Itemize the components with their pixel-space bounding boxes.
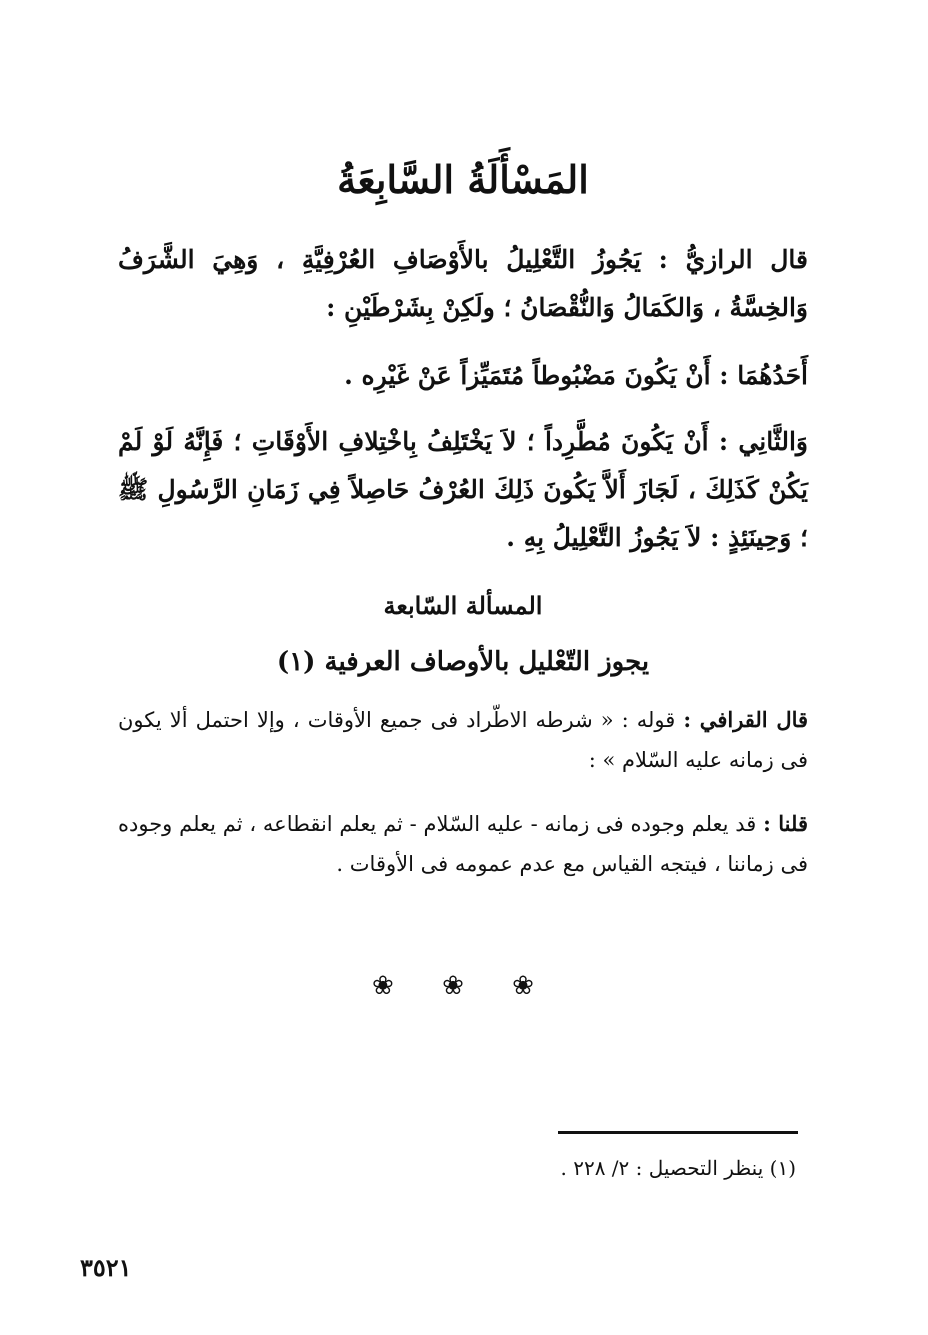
page-number: ٣٥٢١: [80, 1253, 132, 1282]
second-condition-paragraph: وَالثَّانِي : أَنْ يَكُونَ مُطَّرِداً ؛ لاَ يَخْتَلِفُ بِاخْتِلافِ الأَوْقَاتِ ؛ فَإِنَّهُ لَوْ لَمْ يَكُنْ كَذَلِكَ ، لَجَازَ أَلاَّ يَكُونَ ذَلِكَ العُرْفُ حَاصِلاً فِي زَمَانِ الرَّسُولِ ﷺ ؛ وَحِينَئِذٍ : لاَ يَجُوزُ التَّعْلِيلُ بِهِ .: [118, 427, 809, 552]
reply-text: قد يعلم وجوده فى زمانه - عليه السّلام - ثم يعلم انقطاعه ، ثم يعلم وجوده فى زماننا ، فيتجه القياس مع عدم عمومه فى الأوقات .: [118, 812, 808, 876]
footnote-divider: [558, 1131, 798, 1134]
reply-paragraph: [118, 804, 808, 884]
reply-lead: قلنا :: [763, 811, 808, 836]
first-condition-paragraph: أَحَدُهُمَا : أَنْ يَكُونَ مَضْبُوطاً مُتَمَيِّزاً عَنْ غَيْرِه .: [344, 361, 808, 390]
qarafi-paragraph: [118, 700, 808, 780]
footnote: (١) ينظر التحصيل : ٢/ ٢٢٨ .: [560, 1156, 796, 1180]
qarafi-text: قوله : « شرطه الاطّراد فى جميع الأوقات ، وإلا احتمل ألا يكون فى زمانه عليه السّلام » :: [118, 708, 808, 772]
section-separator-ornaments: ❀ ❀ ❀: [372, 971, 554, 1001]
chapter-title: المَسْأَلَةُ السَّابِعَةُ: [337, 157, 589, 202]
commentary-subheading: يجوز التّعْليل بالأوصاف العرفية (١): [276, 647, 650, 677]
razi-paragraph: قال الرازيُّ : يَجُوزُ التَّعْلِيلُ بالأَوْصَافِ العُرْفِيَّةِ ، وَهِيَ الشَّرَفُ وَالخِسَّةُ ، وَالكَمَالُ وَالنُّقْصَانُ ؛ ولَكِنْ بِشَرْطَيْنِ :: [118, 245, 808, 322]
qarafi-lead: قال القرافي :: [683, 707, 809, 732]
commentary-heading: المسألة السّابعة: [383, 591, 543, 620]
